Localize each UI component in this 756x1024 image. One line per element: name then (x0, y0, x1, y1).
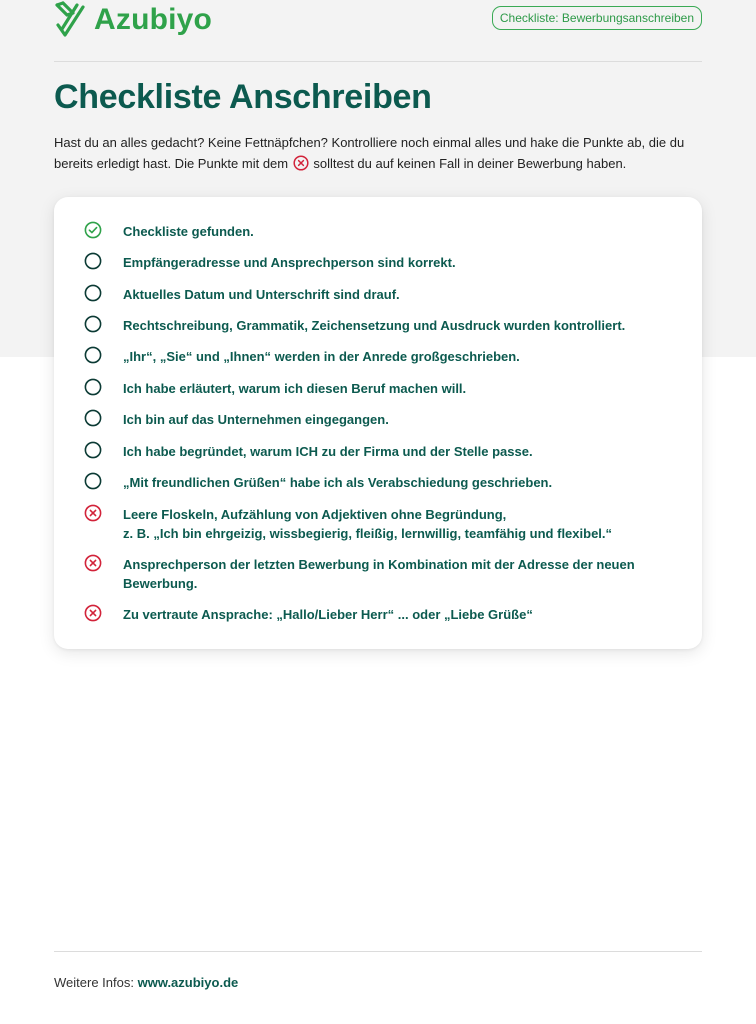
empty-circle-icon[interactable] (84, 346, 102, 364)
checklist-item-line2: Bewerbung. (123, 576, 198, 591)
footer-divider (54, 951, 702, 952)
x-circle-icon (293, 155, 309, 171)
azubiyo-logo[interactable] (54, 0, 212, 40)
checklist-item-text: Checkliste gefunden. (123, 224, 254, 239)
checklist-item-text (123, 505, 683, 543)
empty-circle-icon[interactable] (84, 252, 102, 270)
intro-text-part1: Hast du an alles gedacht? Keine Fettnäpfchen? Kontrolliere noch einmal alles und hake die Punkte ab, die du bereits erledigt hast. Die Punkte mit dem (54, 135, 685, 171)
checklist-item-text: „Ihr“, „Sie“ und „Ihnen“ werden in der Anrede großgeschrieben. (123, 349, 520, 364)
empty-circle-icon[interactable] (84, 315, 102, 333)
x-circle-icon (84, 504, 102, 522)
page-title: Checkliste Anschreiben (54, 78, 432, 116)
checklist-item-text: Rechtschreibung, Grammatik, Zeichensetzung und Ausdruck wurden kontrolliert. (123, 318, 626, 333)
x-circle-icon (84, 554, 102, 572)
checklist-badge[interactable]: Checkliste: Bewerbungsanschreiben (492, 6, 702, 30)
checklist-item-text: Zu vertraute Ansprache: „Hallo/Lieber Herr“ ... oder „Liebe Grüße“ (123, 607, 533, 622)
header-divider (54, 61, 702, 62)
intro-text (54, 132, 714, 174)
intro-text-part2: solltest du auf keinen Fall in deiner Bewerbung haben. (313, 156, 627, 171)
empty-circle-icon[interactable] (84, 441, 102, 459)
empty-circle-icon[interactable] (84, 472, 102, 490)
checklist-item-text: Empfängeradresse und Ansprechperson sind korrekt. (123, 255, 456, 270)
header (54, 0, 702, 44)
empty-circle-icon[interactable] (84, 409, 102, 427)
checklist-item-line1: Leere Floskeln, Aufzählung von Adjektiven ohne Begründung, (123, 507, 507, 522)
logo-text: Azubiyo (94, 3, 213, 36)
azubiyo-logo-icon (54, 1, 86, 39)
checklist-item-text: „Mit freundlichen Grüßen“ habe ich als Verabschiedung geschrieben. (123, 475, 553, 490)
checklist-item-text: Ich habe erläutert, warum ich diesen Beruf machen will. (123, 381, 467, 396)
checklist-item-text: Ich bin auf das Unternehmen eingegangen. (123, 412, 389, 427)
checklist-item-text (123, 555, 683, 593)
footer-link[interactable]: www.azubiyo.de (137, 975, 239, 990)
empty-circle-icon[interactable] (84, 284, 102, 302)
empty-circle-icon[interactable] (84, 378, 102, 396)
checklist-item-text: Aktuelles Datum und Unterschrift sind drauf. (123, 287, 400, 302)
checklist-item-text: Ich habe begründet, warum ICH zu der Firma und der Stelle passe. (123, 444, 533, 459)
footer (54, 975, 238, 990)
x-circle-icon (84, 604, 102, 622)
checklist-item-line2: z. B. „Ich bin ehrgeizig, wissbegierig, fleißig, lernwillig, teamfähig und flexibel.“ (123, 526, 613, 541)
checklist-card (54, 197, 702, 649)
footer-label: Weitere Infos: (54, 975, 134, 990)
checklist-item-line1: Ansprechperson der letzten Bewerbung in Kombination mit der Adresse der neuen (123, 557, 635, 572)
check-circle-icon[interactable] (84, 221, 102, 239)
